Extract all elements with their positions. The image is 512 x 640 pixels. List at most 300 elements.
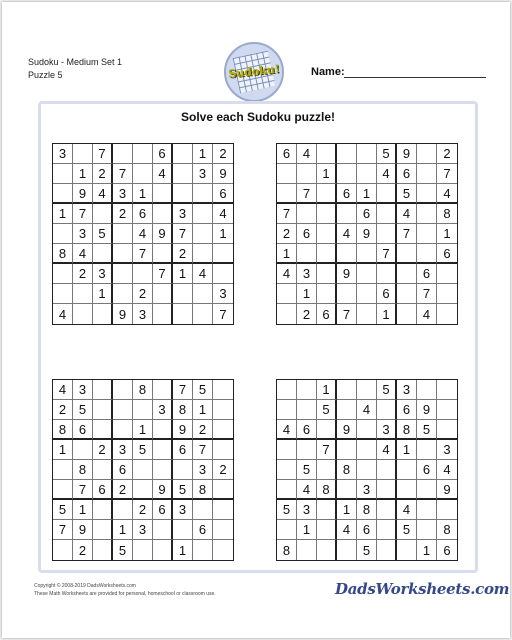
sudoku-cell[interactable] xyxy=(397,304,417,324)
sudoku-cell[interactable]: 4 xyxy=(133,224,153,244)
sudoku-cell[interactable] xyxy=(437,380,457,400)
sudoku-cell[interactable] xyxy=(277,480,297,500)
sudoku-cell[interactable] xyxy=(317,244,337,264)
sudoku-cell[interactable] xyxy=(153,304,173,324)
sudoku-cell[interactable]: 3 xyxy=(133,304,153,324)
sudoku-cell[interactable]: 9 xyxy=(417,400,437,420)
sudoku-cell[interactable]: 6 xyxy=(153,500,173,520)
sudoku-cell[interactable] xyxy=(93,520,113,540)
sudoku-cell[interactable]: 6 xyxy=(357,204,377,224)
sudoku-cell[interactable]: 5 xyxy=(297,460,317,480)
sudoku-cell[interactable]: 7 xyxy=(437,164,457,184)
sudoku-cell[interactable] xyxy=(277,460,297,480)
sudoku-cell[interactable] xyxy=(437,264,457,284)
sudoku-cell[interactable] xyxy=(417,500,437,520)
sudoku-cell[interactable] xyxy=(193,500,213,520)
sudoku-cell[interactable] xyxy=(53,480,73,500)
sudoku-cell[interactable] xyxy=(53,264,73,284)
sudoku-cell[interactable]: 3 xyxy=(437,440,457,460)
sudoku-cell[interactable]: 2 xyxy=(93,440,113,460)
sudoku-cell[interactable]: 3 xyxy=(73,380,93,400)
sudoku-cell[interactable]: 3 xyxy=(113,184,133,204)
sudoku-cell[interactable]: 2 xyxy=(277,224,297,244)
sudoku-cell[interactable]: 3 xyxy=(357,480,377,500)
sudoku-cell[interactable]: 2 xyxy=(93,164,113,184)
sudoku-cell[interactable] xyxy=(377,540,397,560)
sudoku-cell[interactable]: 8 xyxy=(437,204,457,224)
sudoku-cell[interactable]: 8 xyxy=(397,420,417,440)
sudoku-cell[interactable]: 1 xyxy=(277,244,297,264)
sudoku-cell[interactable]: 3 xyxy=(153,400,173,420)
sudoku-cell[interactable]: 5 xyxy=(397,184,417,204)
sudoku-cell[interactable] xyxy=(377,204,397,224)
sudoku-cell[interactable] xyxy=(213,480,233,500)
sudoku-cell[interactable]: 1 xyxy=(397,440,417,460)
sudoku-cell[interactable] xyxy=(437,500,457,520)
sudoku-cell[interactable] xyxy=(297,440,317,460)
sudoku-cell[interactable] xyxy=(213,540,233,560)
sudoku-cell[interactable]: 9 xyxy=(73,520,93,540)
sudoku-cell[interactable]: 2 xyxy=(133,284,153,304)
sudoku-cell[interactable] xyxy=(337,440,357,460)
sudoku-cell[interactable]: 2 xyxy=(437,144,457,164)
sudoku-cell[interactable] xyxy=(153,204,173,224)
sudoku-cell[interactable]: 3 xyxy=(213,284,233,304)
sudoku-cell[interactable]: 7 xyxy=(397,224,417,244)
sudoku-cell[interactable]: 3 xyxy=(297,500,317,520)
sudoku-cell[interactable] xyxy=(173,304,193,324)
sudoku-cell[interactable]: 1 xyxy=(297,284,317,304)
sudoku-cell[interactable] xyxy=(277,520,297,540)
sudoku-cell[interactable]: 3 xyxy=(193,164,213,184)
sudoku-cell[interactable] xyxy=(93,400,113,420)
sudoku-cell[interactable]: 4 xyxy=(337,520,357,540)
sudoku-cell[interactable] xyxy=(53,284,73,304)
sudoku-cell[interactable] xyxy=(377,500,397,520)
sudoku-cell[interactable]: 6 xyxy=(397,164,417,184)
sudoku-cell[interactable]: 1 xyxy=(417,540,437,560)
sudoku-cell[interactable] xyxy=(317,264,337,284)
sudoku-cell[interactable]: 7 xyxy=(219,306,227,322)
sudoku-cell[interactable]: 6 xyxy=(113,460,133,480)
sudoku-cell[interactable] xyxy=(193,304,213,324)
sudoku-cell[interactable]: 5 xyxy=(377,380,397,400)
sudoku-cell[interactable] xyxy=(73,144,93,164)
sudoku-cell[interactable] xyxy=(153,284,173,304)
sudoku-cell[interactable] xyxy=(397,284,417,304)
sudoku-cell[interactable] xyxy=(397,480,417,500)
sudoku-cell[interactable] xyxy=(113,380,133,400)
sudoku-cell[interactable]: 8 xyxy=(337,460,357,480)
sudoku-cell[interactable] xyxy=(213,520,233,540)
sudoku-cell[interactable] xyxy=(337,144,357,164)
sudoku-cell[interactable]: 8 xyxy=(357,500,377,520)
sudoku-cell[interactable] xyxy=(417,164,437,184)
sudoku-cell[interactable] xyxy=(53,164,73,184)
sudoku-cell[interactable] xyxy=(213,264,233,284)
sudoku-cell[interactable]: 4 xyxy=(297,144,317,164)
sudoku-cell[interactable] xyxy=(53,460,73,480)
sudoku-cell[interactable] xyxy=(213,400,233,420)
brand-logo[interactable]: DadsWorksheets.com xyxy=(335,580,510,598)
sudoku-cell[interactable] xyxy=(377,184,397,204)
sudoku-cell[interactable] xyxy=(133,540,153,560)
sudoku-cell[interactable]: 7 xyxy=(93,144,113,164)
sudoku-cell[interactable] xyxy=(153,540,173,560)
sudoku-cell[interactable]: 9 xyxy=(213,164,233,184)
sudoku-cell[interactable] xyxy=(277,440,297,460)
sudoku-cell[interactable]: 6 xyxy=(437,244,457,264)
sudoku-cell[interactable] xyxy=(277,284,297,304)
sudoku-cell[interactable] xyxy=(437,284,457,304)
sudoku-cell[interactable]: 6 xyxy=(133,204,153,224)
sudoku-cell[interactable] xyxy=(133,480,153,500)
sudoku-cell[interactable]: 2 xyxy=(113,204,133,224)
sudoku-cell[interactable]: 7 xyxy=(317,440,337,460)
sudoku-cell[interactable] xyxy=(277,400,297,420)
sudoku-cell[interactable] xyxy=(337,480,357,500)
sudoku-cell[interactable]: 7 xyxy=(277,204,297,224)
sudoku-cell[interactable]: 3 xyxy=(193,460,213,480)
sudoku-cell[interactable]: 8 xyxy=(53,244,73,264)
sudoku-cell[interactable]: 1 xyxy=(133,420,153,440)
sudoku-cell[interactable] xyxy=(417,380,437,400)
sudoku-cell[interactable]: 1 xyxy=(173,540,193,560)
sudoku-cell[interactable] xyxy=(133,144,153,164)
sudoku-cell[interactable] xyxy=(337,164,357,184)
sudoku-cell[interactable] xyxy=(193,204,213,224)
sudoku-cell[interactable] xyxy=(133,460,153,480)
sudoku-cell[interactable] xyxy=(193,224,213,244)
sudoku-cell[interactable]: 1 xyxy=(73,500,93,520)
sudoku-cell[interactable]: 4 xyxy=(53,304,73,324)
sudoku-cell[interactable]: 1 xyxy=(53,440,73,460)
sudoku-cell[interactable] xyxy=(153,244,173,264)
sudoku-cell[interactable] xyxy=(377,480,397,500)
sudoku-cell[interactable] xyxy=(53,224,73,244)
sudoku-cell[interactable]: 7 xyxy=(73,480,93,500)
sudoku-cell[interactable]: 3 xyxy=(173,204,193,224)
sudoku-cell[interactable]: 4 xyxy=(337,224,357,244)
sudoku-cell[interactable] xyxy=(417,224,437,244)
sudoku-cell[interactable] xyxy=(317,224,337,244)
sudoku-cell[interactable] xyxy=(357,420,377,440)
sudoku-cell[interactable]: 5 xyxy=(113,540,133,560)
sudoku-cell[interactable] xyxy=(153,440,173,460)
sudoku-cell[interactable] xyxy=(193,244,213,264)
sudoku-cell[interactable] xyxy=(113,264,133,284)
sudoku-cell[interactable]: 2 xyxy=(297,304,317,324)
sudoku-cell[interactable] xyxy=(277,164,297,184)
sudoku-cell[interactable] xyxy=(397,244,417,264)
sudoku-cell[interactable]: 1 xyxy=(357,184,377,204)
sudoku-cell[interactable] xyxy=(317,144,337,164)
sudoku-cell[interactable]: 4 xyxy=(397,500,417,520)
sudoku-cell[interactable] xyxy=(113,400,133,420)
sudoku-cell[interactable]: 5 xyxy=(93,224,113,244)
sudoku-cell[interactable] xyxy=(73,440,93,460)
sudoku-cell[interactable]: 6 xyxy=(153,144,173,164)
sudoku-cell[interactable] xyxy=(93,304,113,324)
sudoku-cell[interactable]: 4 xyxy=(357,400,377,420)
sudoku-cell[interactable]: 7 xyxy=(173,380,193,400)
sudoku-cell[interactable] xyxy=(173,184,193,204)
sudoku-cell[interactable]: 9 xyxy=(173,420,193,440)
sudoku-cell[interactable]: 9 xyxy=(437,480,457,500)
sudoku-cell[interactable] xyxy=(357,144,377,164)
sudoku-cell[interactable]: 9 xyxy=(397,144,417,164)
sudoku-cell[interactable]: 3 xyxy=(53,144,73,164)
sudoku-cell[interactable] xyxy=(297,400,317,420)
sudoku-cell[interactable]: 1 xyxy=(93,284,113,304)
sudoku-cell[interactable]: 9 xyxy=(337,264,357,284)
sudoku-cell[interactable]: 6 xyxy=(277,144,297,164)
sudoku-cell[interactable] xyxy=(337,244,357,264)
sudoku-cell[interactable] xyxy=(93,244,113,264)
sudoku-cell[interactable]: 2 xyxy=(73,540,93,560)
sudoku-cell[interactable] xyxy=(377,400,397,420)
sudoku-cell[interactable]: 6 xyxy=(297,224,317,244)
sudoku-cell[interactable]: 4 xyxy=(277,420,297,440)
sudoku-cell[interactable] xyxy=(93,380,113,400)
sudoku-cell[interactable]: 4 xyxy=(93,184,113,204)
sudoku-cell[interactable]: 3 xyxy=(397,380,417,400)
sudoku-cell[interactable]: 1 xyxy=(317,164,337,184)
sudoku-cell[interactable] xyxy=(397,540,417,560)
sudoku-cell[interactable]: 3 xyxy=(297,264,317,284)
sudoku-cell[interactable]: 7 xyxy=(173,224,193,244)
sudoku-cell[interactable] xyxy=(417,520,437,540)
sudoku-cell[interactable]: 1 xyxy=(193,144,213,164)
sudoku-cell[interactable] xyxy=(193,540,213,560)
sudoku-cell[interactable]: 1 xyxy=(193,400,213,420)
sudoku-cell[interactable]: 6 xyxy=(173,440,193,460)
sudoku-cell[interactable]: 2 xyxy=(113,480,133,500)
sudoku-cell[interactable] xyxy=(317,540,337,560)
sudoku-cell[interactable] xyxy=(377,224,397,244)
sudoku-cell[interactable]: 7 xyxy=(53,520,73,540)
sudoku-cell[interactable]: 7 xyxy=(337,304,357,324)
sudoku-cell[interactable] xyxy=(193,284,213,304)
sudoku-cell[interactable] xyxy=(113,284,133,304)
sudoku-cell[interactable]: 4 xyxy=(277,264,297,284)
sudoku-cell[interactable] xyxy=(153,420,173,440)
sudoku-cell[interactable]: 6 xyxy=(377,284,397,304)
sudoku-cell[interactable] xyxy=(437,304,457,324)
sudoku-cell[interactable]: 6 xyxy=(337,184,357,204)
name-field[interactable] xyxy=(344,77,486,78)
sudoku-cell[interactable]: 3 xyxy=(173,500,193,520)
sudoku-cell[interactable] xyxy=(297,380,317,400)
sudoku-cell[interactable]: 6 xyxy=(417,264,437,284)
sudoku-cell[interactable] xyxy=(357,460,377,480)
sudoku-cell[interactable]: 5 xyxy=(357,540,377,560)
sudoku-cell[interactable] xyxy=(397,264,417,284)
sudoku-cell[interactable] xyxy=(417,244,437,264)
sudoku-cell[interactable]: 7 xyxy=(133,244,153,264)
sudoku-cell[interactable]: 2 xyxy=(133,500,153,520)
sudoku-cell[interactable] xyxy=(173,520,193,540)
sudoku-cell[interactable] xyxy=(377,460,397,480)
sudoku-cell[interactable]: 4 xyxy=(297,480,317,500)
sudoku-cell[interactable] xyxy=(133,400,153,420)
sudoku-cell[interactable] xyxy=(53,184,73,204)
sudoku-cell[interactable]: 8 xyxy=(277,540,297,560)
sudoku-cell[interactable] xyxy=(93,540,113,560)
sudoku-cell[interactable] xyxy=(317,420,337,440)
sudoku-cell[interactable]: 7 xyxy=(297,184,317,204)
sudoku-cell[interactable]: 2 xyxy=(73,264,93,284)
sudoku-cell[interactable]: 6 xyxy=(443,542,451,558)
sudoku-cell[interactable] xyxy=(73,304,93,324)
sudoku-cell[interactable]: 8 xyxy=(317,480,337,500)
sudoku-cell[interactable]: 5 xyxy=(53,500,73,520)
sudoku-cell[interactable]: 6 xyxy=(397,400,417,420)
sudoku-cell[interactable]: 6 xyxy=(73,420,93,440)
sudoku-cell[interactable] xyxy=(277,380,297,400)
sudoku-cell[interactable]: 7 xyxy=(73,204,93,224)
sudoku-cell[interactable]: 6 xyxy=(297,420,317,440)
sudoku-cell[interactable]: 7 xyxy=(417,284,437,304)
sudoku-cell[interactable]: 6 xyxy=(93,480,113,500)
sudoku-cell[interactable]: 7 xyxy=(153,264,173,284)
sudoku-cell[interactable] xyxy=(357,440,377,460)
sudoku-cell[interactable] xyxy=(173,144,193,164)
sudoku-cell[interactable] xyxy=(337,284,357,304)
sudoku-cell[interactable]: 1 xyxy=(173,264,193,284)
sudoku-cell[interactable]: 1 xyxy=(73,164,93,184)
sudoku-cell[interactable] xyxy=(153,520,173,540)
sudoku-cell[interactable]: 2 xyxy=(173,244,193,264)
sudoku-cell[interactable]: 6 xyxy=(417,460,437,480)
sudoku-cell[interactable] xyxy=(317,500,337,520)
sudoku-cell[interactable] xyxy=(277,304,297,324)
sudoku-cell[interactable]: 5 xyxy=(397,520,417,540)
sudoku-cell[interactable] xyxy=(377,520,397,540)
sudoku-cell[interactable] xyxy=(173,460,193,480)
sudoku-cell[interactable]: 1 xyxy=(133,184,153,204)
sudoku-cell[interactable] xyxy=(173,164,193,184)
sudoku-cell[interactable] xyxy=(113,144,133,164)
sudoku-cell[interactable]: 4 xyxy=(417,304,437,324)
sudoku-cell[interactable]: 6 xyxy=(357,520,377,540)
sudoku-cell[interactable] xyxy=(93,500,113,520)
sudoku-cell[interactable] xyxy=(213,440,233,460)
sudoku-cell[interactable]: 5 xyxy=(173,480,193,500)
sudoku-cell[interactable] xyxy=(397,460,417,480)
sudoku-cell[interactable]: 9 xyxy=(113,304,133,324)
sudoku-cell[interactable]: 2 xyxy=(53,400,73,420)
sudoku-cell[interactable] xyxy=(93,420,113,440)
sudoku-cell[interactable]: 1 xyxy=(297,520,317,540)
sudoku-cell[interactable]: 4 xyxy=(193,264,213,284)
sudoku-cell[interactable] xyxy=(93,460,113,480)
sudoku-cell[interactable]: 1 xyxy=(113,520,133,540)
sudoku-cell[interactable] xyxy=(337,540,357,560)
sudoku-cell[interactable]: 5 xyxy=(377,144,397,164)
sudoku-cell[interactable]: 2 xyxy=(213,460,233,480)
sudoku-cell[interactable] xyxy=(357,380,377,400)
sudoku-cell[interactable] xyxy=(317,204,337,224)
sudoku-cell[interactable]: 1 xyxy=(213,224,233,244)
sudoku-cell[interactable] xyxy=(213,500,233,520)
sudoku-cell[interactable] xyxy=(113,244,133,264)
sudoku-cell[interactable]: 5 xyxy=(133,440,153,460)
sudoku-cell[interactable]: 4 xyxy=(437,184,457,204)
sudoku-cell[interactable] xyxy=(297,204,317,224)
sudoku-cell[interactable]: 4 xyxy=(377,164,397,184)
sudoku-cell[interactable] xyxy=(317,520,337,540)
sudoku-cell[interactable] xyxy=(377,264,397,284)
sudoku-cell[interactable] xyxy=(297,244,317,264)
sudoku-cell[interactable]: 6 xyxy=(317,304,337,324)
sudoku-cell[interactable]: 1 xyxy=(53,204,73,224)
sudoku-cell[interactable]: 7 xyxy=(113,164,133,184)
sudoku-cell[interactable]: 1 xyxy=(337,500,357,520)
sudoku-cell[interactable]: 8 xyxy=(437,520,457,540)
sudoku-cell[interactable]: 6 xyxy=(213,184,233,204)
sudoku-cell[interactable]: 3 xyxy=(133,520,153,540)
sudoku-cell[interactable] xyxy=(133,164,153,184)
sudoku-cell[interactable]: 3 xyxy=(377,420,397,440)
sudoku-cell[interactable] xyxy=(297,164,317,184)
sudoku-cell[interactable] xyxy=(133,264,153,284)
sudoku-cell[interactable]: 9 xyxy=(153,224,173,244)
sudoku-cell[interactable]: 3 xyxy=(113,440,133,460)
sudoku-cell[interactable]: 4 xyxy=(377,440,397,460)
sudoku-cell[interactable]: 7 xyxy=(193,440,213,460)
sudoku-cell[interactable]: 5 xyxy=(317,400,337,420)
sudoku-cell[interactable] xyxy=(53,540,73,560)
sudoku-cell[interactable]: 8 xyxy=(133,380,153,400)
sudoku-cell[interactable]: 5 xyxy=(417,420,437,440)
sudoku-cell[interactable] xyxy=(213,244,233,264)
sudoku-cell[interactable] xyxy=(73,284,93,304)
sudoku-cell[interactable] xyxy=(357,164,377,184)
sudoku-cell[interactable]: 2 xyxy=(193,420,213,440)
sudoku-cell[interactable] xyxy=(113,224,133,244)
sudoku-cell[interactable]: 1 xyxy=(377,304,397,324)
sudoku-cell[interactable]: 4 xyxy=(213,204,233,224)
sudoku-cell[interactable]: 8 xyxy=(73,460,93,480)
sudoku-cell[interactable] xyxy=(337,204,357,224)
sudoku-cell[interactable]: 9 xyxy=(337,420,357,440)
sudoku-cell[interactable] xyxy=(213,380,233,400)
sudoku-cell[interactable] xyxy=(213,420,233,440)
sudoku-cell[interactable]: 1 xyxy=(317,380,337,400)
sudoku-cell[interactable] xyxy=(113,500,133,520)
sudoku-cell[interactable] xyxy=(417,480,437,500)
sudoku-cell[interactable] xyxy=(297,540,317,560)
sudoku-cell[interactable] xyxy=(437,420,457,440)
sudoku-cell[interactable]: 2 xyxy=(213,144,233,164)
sudoku-cell[interactable]: 4 xyxy=(73,244,93,264)
sudoku-cell[interactable] xyxy=(357,284,377,304)
sudoku-cell[interactable]: 3 xyxy=(93,264,113,284)
sudoku-cell[interactable] xyxy=(153,184,173,204)
sudoku-cell[interactable] xyxy=(93,204,113,224)
sudoku-cell[interactable] xyxy=(417,144,437,164)
sudoku-cell[interactable]: 4 xyxy=(397,204,417,224)
sudoku-cell[interactable] xyxy=(277,184,297,204)
sudoku-cell[interactable]: 5 xyxy=(73,400,93,420)
sudoku-cell[interactable] xyxy=(337,380,357,400)
sudoku-cell[interactable] xyxy=(193,184,213,204)
sudoku-cell[interactable] xyxy=(153,460,173,480)
sudoku-cell[interactable] xyxy=(437,400,457,420)
sudoku-cell[interactable] xyxy=(417,440,437,460)
sudoku-cell[interactable] xyxy=(417,204,437,224)
